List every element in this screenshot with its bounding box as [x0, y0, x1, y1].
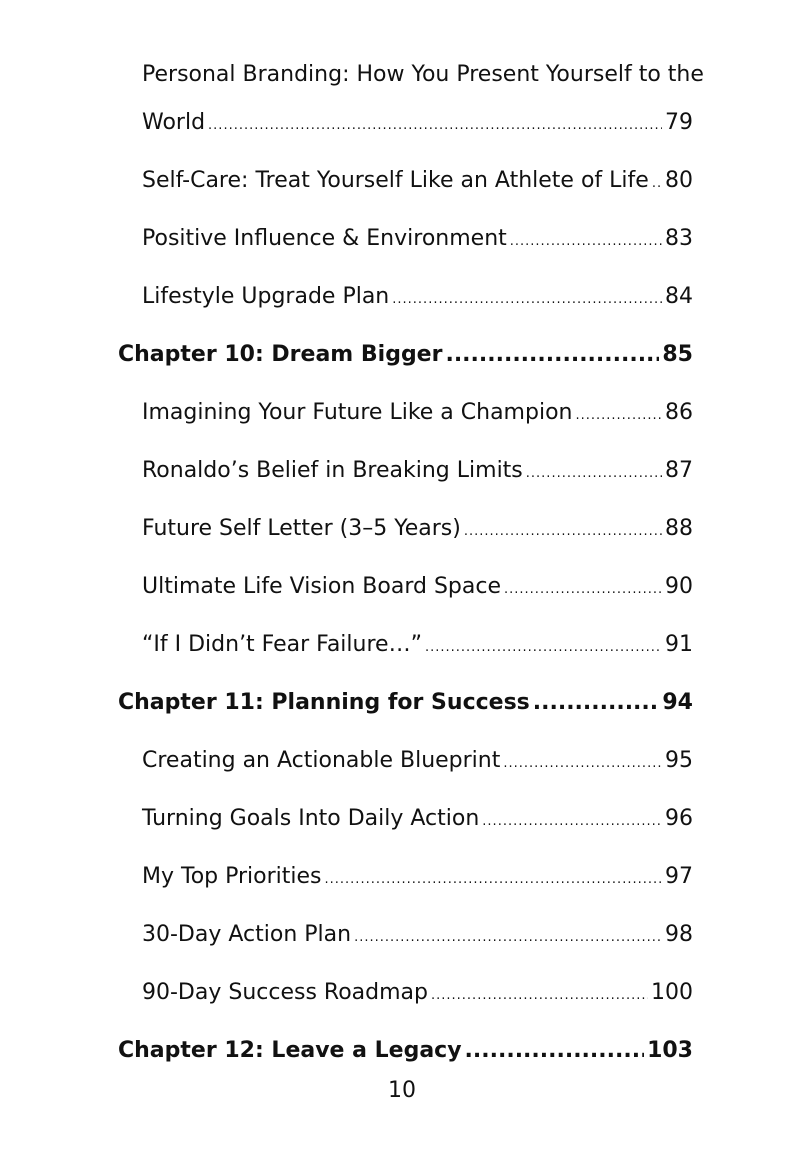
- toc-entry-title: My Top Priorities: [142, 864, 322, 889]
- dot-leader: [445, 332, 659, 378]
- toc-entry-page: 79: [665, 110, 693, 135]
- dot-leader: [575, 393, 662, 439]
- toc-entry[interactable]: [118, 448, 693, 506]
- toc-entry[interactable]: [118, 390, 693, 448]
- toc-entry-title: Future Self Letter (3–5 Years): [142, 516, 461, 541]
- dot-leader: [504, 567, 662, 613]
- dot-leader: [503, 741, 662, 787]
- toc-entry-page: 103: [647, 1038, 693, 1063]
- toc-entry-title: Lifestyle Upgrade Plan: [142, 284, 390, 309]
- dot-leader: [431, 973, 648, 1019]
- dot-leader: [510, 219, 662, 265]
- toc-entry[interactable]: [118, 216, 693, 274]
- toc-entry-page: 87: [665, 458, 693, 483]
- toc-entry-page: 83: [665, 226, 693, 251]
- toc-entry-title: Chapter 12: Leave a Legacy: [118, 1038, 462, 1063]
- dot-leader: [325, 857, 662, 903]
- toc-entry-page: 97: [665, 864, 693, 889]
- toc-entry[interactable]: [118, 506, 693, 564]
- dot-leader: [533, 680, 660, 726]
- toc-entry-page: 98: [665, 922, 693, 947]
- dot-leader: [482, 799, 662, 845]
- toc-entry-page: 86: [665, 400, 693, 425]
- toc-entry-page: 95: [665, 748, 693, 773]
- toc-entry-list: [118, 158, 693, 1086]
- toc-entry[interactable]: [118, 622, 693, 680]
- toc-entry-page: 90: [665, 574, 693, 599]
- toc-entry-page: 100: [651, 980, 693, 1005]
- toc-entry-page: 96: [665, 806, 693, 831]
- toc-entry-page: 85: [662, 342, 693, 367]
- dot-leader: [208, 103, 662, 149]
- table-of-contents: [118, 52, 704, 1086]
- toc-entry-page: 84: [665, 284, 693, 309]
- dot-leader: [465, 1028, 645, 1074]
- toc-entry-page: 80: [665, 168, 693, 193]
- toc-entry[interactable]: [118, 796, 693, 854]
- toc-chapter-entry[interactable]: [118, 680, 693, 738]
- dot-leader: [425, 625, 662, 671]
- dot-leader: [354, 915, 662, 961]
- toc-entry[interactable]: [118, 158, 693, 216]
- toc-entry-title: Ultimate Life Vision Board Space: [142, 574, 502, 599]
- toc-entry[interactable]: [118, 970, 693, 1028]
- toc-entry-title-line2: World: [142, 110, 206, 135]
- dot-leader: [392, 277, 662, 323]
- toc-entry-title: 30-Day Action Plan: [142, 922, 352, 947]
- toc-entry-title: “If I Didn’t Fear Failure…”: [142, 632, 422, 657]
- toc-entry-title: Self-Care: Treat Yourself Like an Athlete of Life: [142, 168, 649, 193]
- toc-entry-page: 91: [665, 632, 693, 657]
- toc-entry-title-line1: Personal Branding: How You Present Yourself to the: [142, 62, 704, 87]
- toc-entry-title: Chapter 10: Dream Bigger: [118, 342, 443, 367]
- toc-entry[interactable]: [118, 854, 693, 912]
- toc-entry-personal-branding[interactable]: [118, 52, 704, 158]
- dot-leader: [652, 161, 662, 207]
- toc-entry[interactable]: [118, 274, 693, 332]
- toc-entry-title: Imagining Your Future Like a Champion: [142, 400, 573, 425]
- toc-entry-title: Positive Influence & Environment: [142, 226, 507, 251]
- toc-entry-title: 90-Day Success Roadmap: [142, 980, 428, 1005]
- dot-leader: [526, 451, 662, 497]
- toc-entry-title: Ronaldo’s Belief in Breaking Limits: [142, 458, 523, 483]
- toc-entry[interactable]: [118, 738, 693, 796]
- toc-entry-title: Creating an Actionable Blueprint: [142, 748, 501, 773]
- toc-entry-title: Chapter 11: Planning for Success: [118, 690, 530, 715]
- toc-entry[interactable]: [118, 912, 693, 970]
- toc-entry[interactable]: [118, 564, 693, 622]
- toc-entry-page: 94: [662, 690, 693, 715]
- dot-leader: [464, 509, 662, 555]
- page-number: 10: [388, 1078, 416, 1103]
- toc-entry-page: 88: [665, 516, 693, 541]
- toc-chapter-entry[interactable]: [118, 332, 693, 390]
- toc-entry-title: Turning Goals Into Daily Action: [142, 806, 480, 831]
